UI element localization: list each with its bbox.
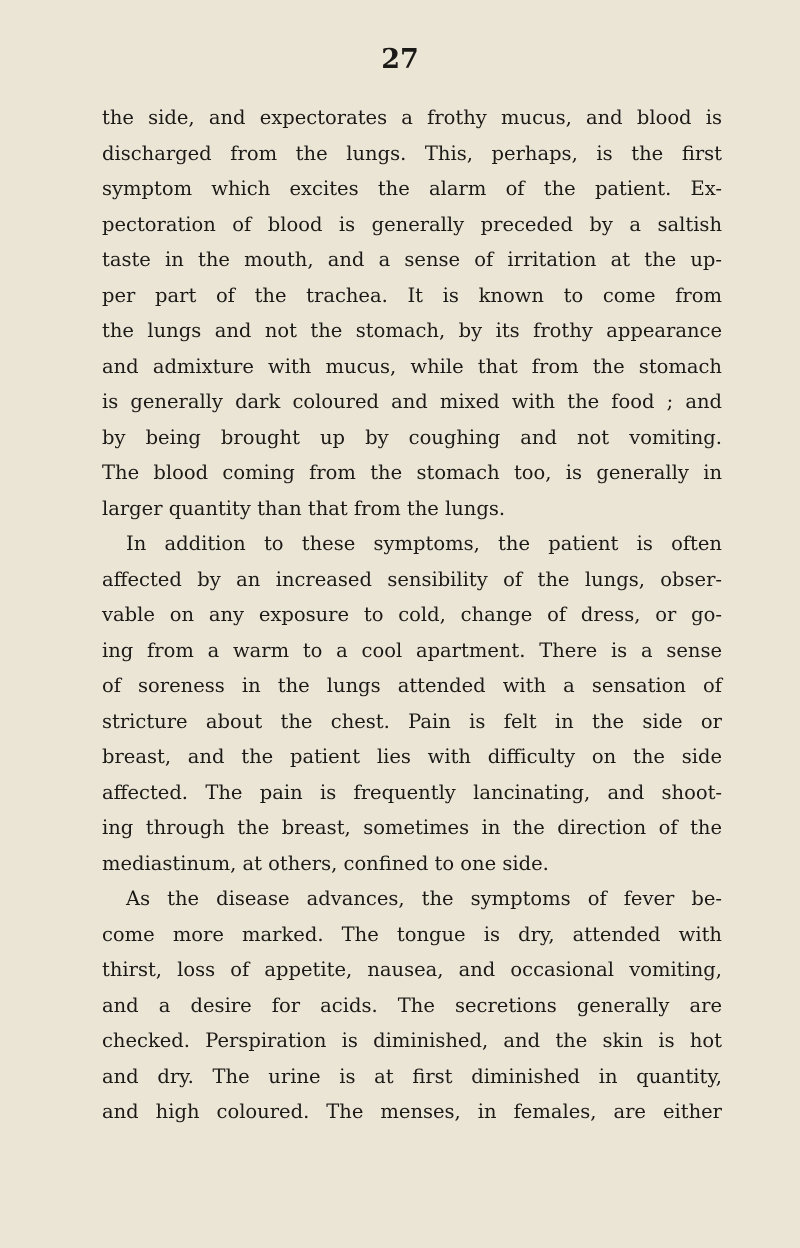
text-line: by being brought up by coughing and not vomiting. bbox=[102, 425, 722, 449]
text-line: come more marked. The tongue is dry, attended with bbox=[102, 922, 722, 946]
text-line: the side, and expectorates a frothy mucus, and blood is bbox=[102, 106, 722, 129]
text-line: affected by an increased sensibility of the lungs, obser- bbox=[102, 567, 722, 591]
text-line: the lungs and not the stomach, by its frothy appearance bbox=[102, 319, 722, 342]
text-line: and high coloured. The menses, in females, are either bbox=[102, 1100, 722, 1123]
text-line: and dry. The urine is at first diminished in quantity, bbox=[102, 1064, 722, 1088]
text-line: per part of the trachea. It is known to come from bbox=[102, 283, 722, 307]
body-text bbox=[102, 100, 722, 1130]
text-line: ing from a warm to a cool apartment. There is a sense bbox=[102, 638, 722, 662]
text-line: and a desire for acids. The secretions generally are bbox=[102, 993, 722, 1017]
page-number: 27 bbox=[381, 44, 419, 75]
text-line: In addition to these symptoms, the patient is often bbox=[126, 532, 722, 555]
text-line: and admixture with mucus, while that from the stomach bbox=[102, 354, 722, 378]
text-line: discharged from the lungs. This, perhaps, is the first bbox=[102, 141, 722, 165]
text-line: is generally dark coloured and mixed with the food ; and bbox=[102, 390, 722, 413]
text-line: pectoration of blood is generally preceded by a saltish bbox=[102, 212, 722, 236]
text-line: larger quantity than that from the lungs. bbox=[102, 496, 506, 520]
text-line: taste in the mouth, and a sense of irritation at the up- bbox=[102, 248, 722, 271]
text-line: As the disease advances, the symptoms of fever be- bbox=[126, 887, 722, 910]
text-line: stricture about the chest. Pain is felt in the side or bbox=[102, 709, 722, 733]
text-line: mediastinum, at others, confined to one side. bbox=[102, 851, 549, 875]
text-line: checked. Perspiration is diminished, and the skin is hot bbox=[102, 1029, 722, 1052]
text-line: affected. The pain is frequently lancinating, and shoot- bbox=[102, 780, 722, 804]
text-line: symptom which excites the alarm of the patient. Ex- bbox=[102, 177, 722, 200]
text-line: ing through the breast, sometimes in the direction of the bbox=[102, 816, 722, 839]
text-line: thirst, loss of appetite, nausea, and occasional vomiting, bbox=[102, 958, 722, 981]
text-line: of soreness in the lungs attended with a sensation of bbox=[102, 674, 722, 697]
text-line: vable on any exposure to cold, change of dress, or go- bbox=[102, 603, 722, 626]
text-line: The blood coming from the stomach too, is generally in bbox=[102, 461, 722, 484]
text-line: breast, and the patient lies with difficulty on the side bbox=[102, 745, 722, 768]
